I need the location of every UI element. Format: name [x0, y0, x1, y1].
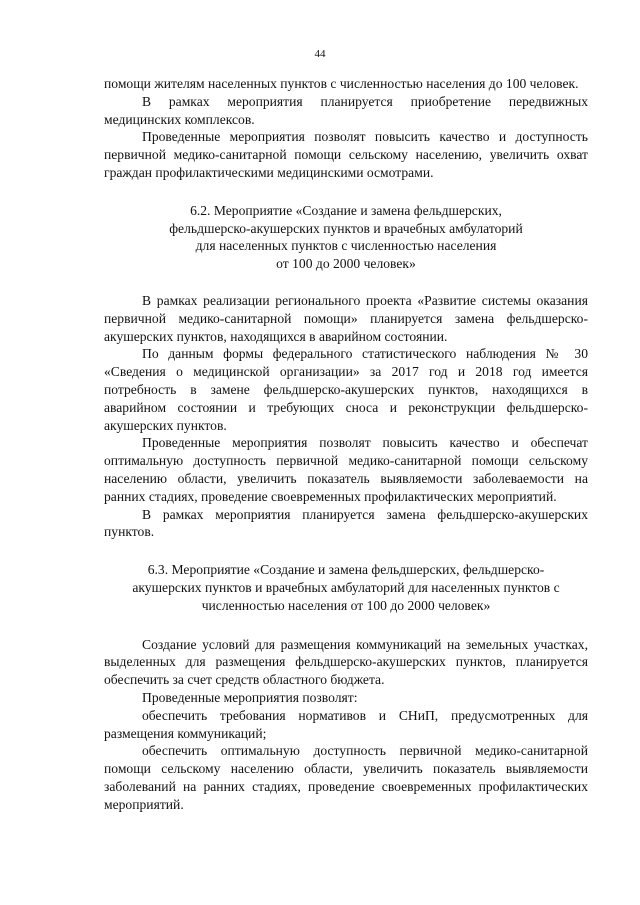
paragraph-outcome: Проведенные мероприятия позволят повысить качество и доступность первичной медико-санитарной помощи сельскому населению, увеличить охват граждан профилактическими медицинскими осмотрами. [104, 129, 588, 180]
paragraph-mobile-complexes: В рамках мероприятия планируется приобретение передвижных медицинских комплексов. [104, 93, 588, 127]
paragraph-accessibility: обеспечить оптимальную доступность первичной медико-санитарной помощи сельскому населению области, увеличить показатель выявляемости заболеваний на ранних стадиях, проведение своевременных профилактических мероприятий. [104, 743, 588, 812]
section-heading-6-3 [104, 561, 588, 614]
paragraph-requirements: обеспечить требования нормативов и СНиП, предусмотренных для размещения коммуникаций; [104, 707, 588, 741]
heading-line: 6.2. Мероприятие «Создание и замена фельдшерских, [190, 202, 502, 218]
document-body [104, 75, 588, 813]
paragraph-statistics: По данным формы федерального статистического наблюдения № 30 «Сведения о медицинской организации» за 2017 год и 2018 год имеется потребность в замене фельдшерско-акушерских пунктов, находящихся в аварийном состоянии и требующих сноса и реконструкции фельдшерско-акушерских пунктов. [104, 346, 588, 433]
paragraph-allow: Проведенные мероприятия позволят: [142, 689, 358, 705]
paragraph-regional-project: В рамках реализации регионального проекта «Развитие системы оказания первичной медико-санитарной помощи» планируется замена фельдшерско-акушерских пунктов, находящихся в аварийном состоянии. [104, 292, 588, 344]
paragraph-communications: Создание условий для размещения коммуникаций на земельных участках, выделенных для размещения фельдшерско-акушерских пунктов, планируется обеспечить за счет средств областного бюджета. [104, 636, 588, 688]
heading-line: для населенных пунктов с численностью населения [195, 238, 497, 254]
paragraph-replacement: В рамках мероприятия планируется замена фельдшерско-акушерских пунктов. [104, 506, 588, 540]
heading-line: численностью населения от 100 до 2000 человек» [201, 597, 491, 613]
section-heading-6-2 [104, 202, 588, 273]
paragraph-outcome-6-2: Проведенные мероприятия позволят повысить качество и обеспечат оптимальную доступность первичной медико-санитарной помощи сельскому населению области, увеличить показатель выявляемости заболеваемости на ранних стадиях, проведение своевременных профилактических мероприятий. [104, 435, 588, 504]
heading-line: фельдшерско-акушерских пунктов и врачебных амбулаторий [169, 220, 523, 236]
heading-line: акушерских пунктов и врачебных амбулаторий для населенных пунктов с [132, 579, 560, 595]
paragraph-continuation: помощи жителям населенных пунктов с численностью населения до 100 человек. [104, 76, 579, 91]
heading-line: 6.3. Мероприятие «Создание и замена фельдшерских, фельдшерско- [147, 562, 545, 578]
heading-line: от 100 до 2000 человек» [276, 256, 416, 272]
page-number: 44 [314, 48, 326, 60]
